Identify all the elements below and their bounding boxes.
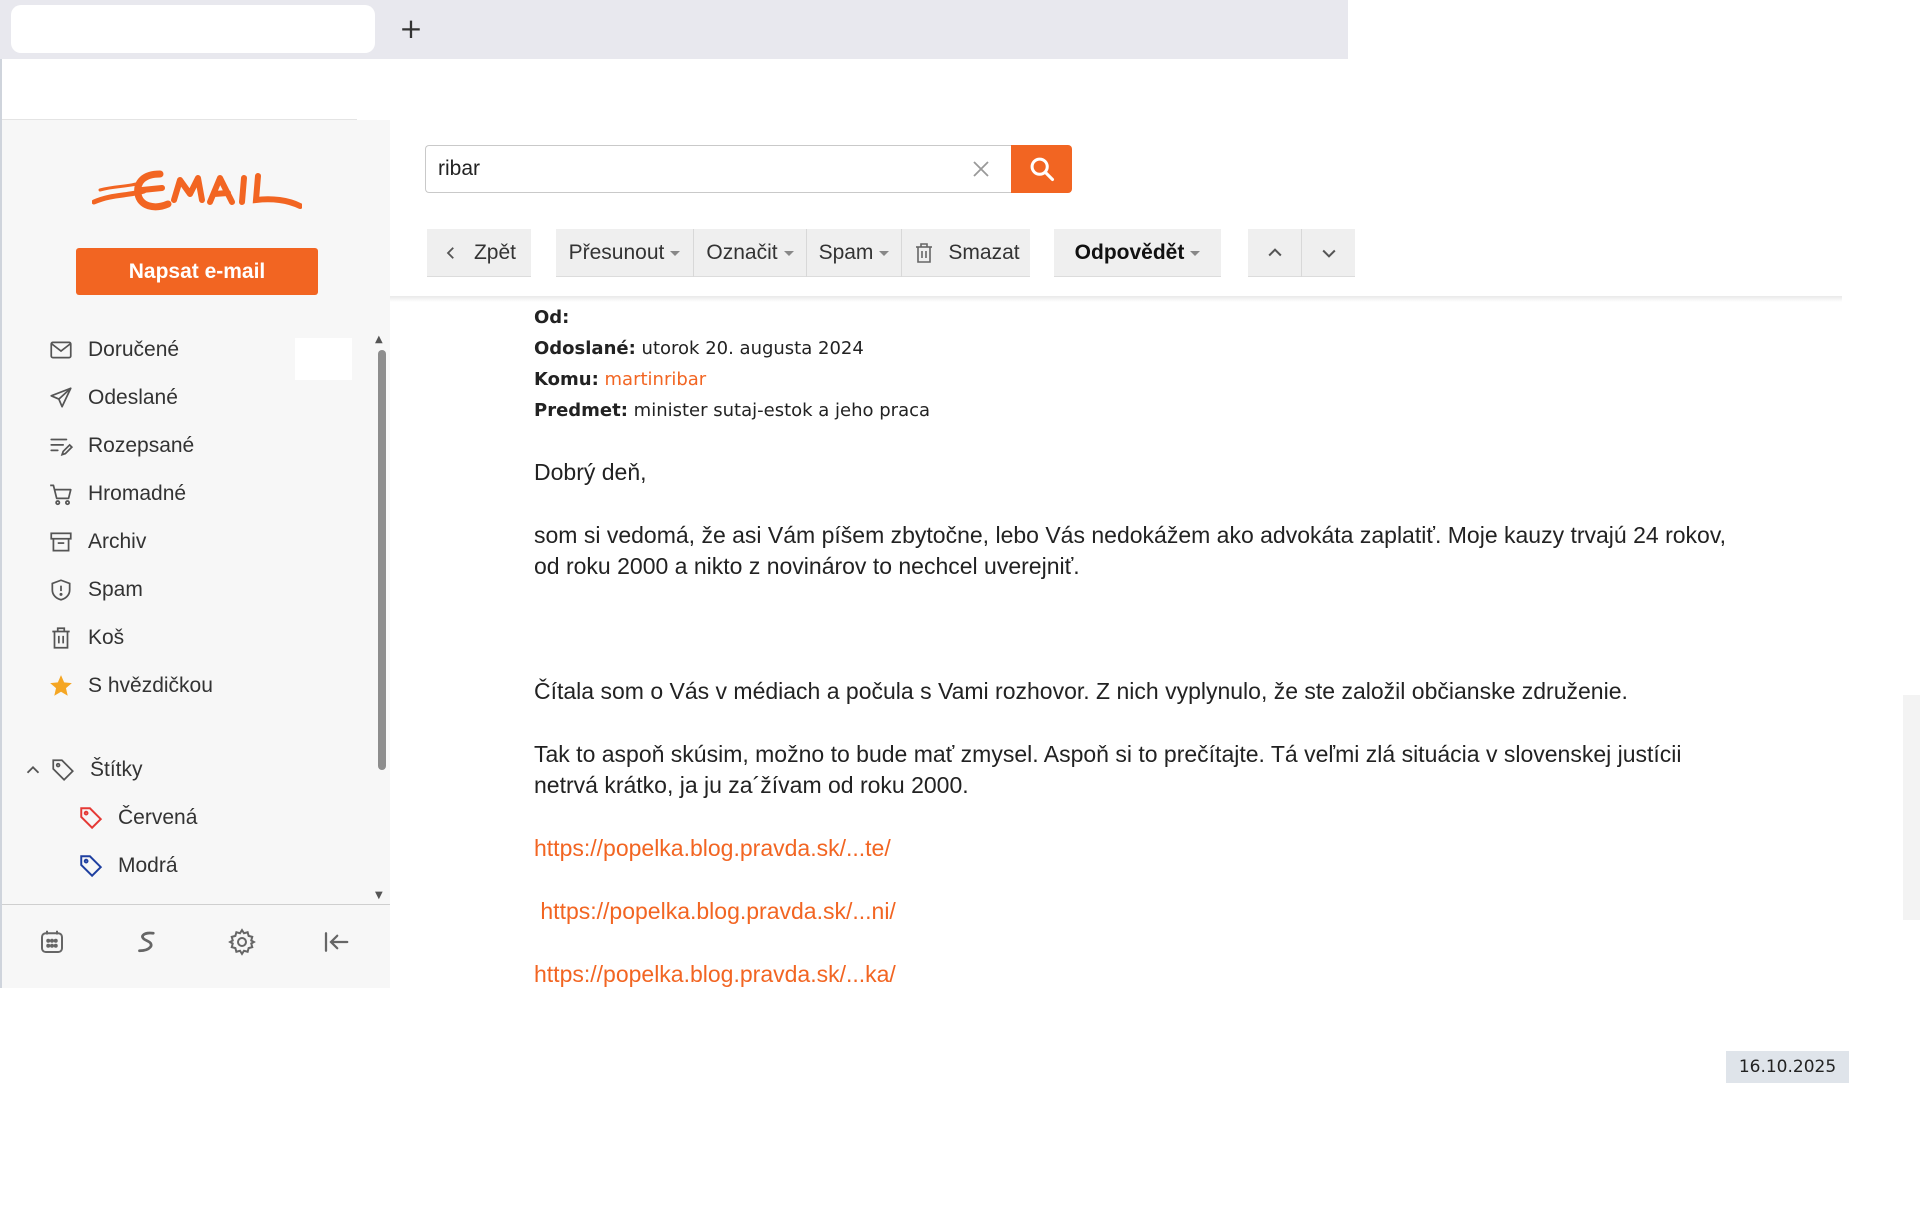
next-message-button[interactable] [1302,229,1355,277]
gear-icon[interactable] [224,924,260,960]
date-badge: 16.10.2025 [1726,1051,1849,1083]
chevron-left-icon [442,244,460,262]
s-brand-icon[interactable] [129,924,165,960]
browser-tab[interactable] [11,5,375,53]
inbox-count-box [295,338,352,380]
archive-icon [46,527,76,557]
draft-icon [46,431,76,461]
sidebar-item-label: Odeslané [88,386,178,409]
sidebar-item-label: Archiv [88,530,147,553]
chevron-up-icon [22,755,44,785]
sidebar-scrollbar-thumb[interactable] [378,350,386,770]
spam-label: Spam [818,240,874,264]
search-icon [1028,155,1056,183]
body-link[interactable]: https://popelka.blog.pravda.sk/...ka/ [534,961,896,987]
caret-down-icon [784,251,794,256]
email-logo[interactable] [92,160,302,218]
message-to [534,369,706,390]
sidebar-item-trash[interactable] [46,618,124,658]
search-button[interactable] [1011,145,1072,193]
calendar-icon[interactable] [34,924,70,960]
back-button[interactable] [427,229,531,277]
delete-label: Smazat [948,240,1020,264]
previous-message-button[interactable] [1248,229,1301,277]
scroll-down-arrow[interactable]: ▼ [375,890,383,901]
chevron-up-icon [1265,243,1285,263]
sent-label: Odoslané: [534,338,636,359]
body-paragraph-line: Čítala som o Vás v médiach a počula s Vami rozhovor. Z nich vyplynulo, že ste založil občianske združenie. [534,678,1628,704]
subject-label: Predmet: [534,400,628,421]
sidebar-item-spam[interactable] [46,570,143,610]
shield-icon [46,575,76,605]
from-label: Od: [534,307,570,328]
sidebar-item-bulk[interactable] [46,474,186,514]
reply-label: Odpovědět [1074,240,1185,264]
body-paragraph-line: Tak to aspoň skúsim, možno to bude mať zmysel. Aspoň si to prečítajte. Tá veľmi zlá situácia v slovenskej justícii [534,741,1682,767]
sidebar [2,120,390,988]
sent-value: utorok 20. augusta 2024 [641,338,864,359]
compose-button[interactable]: Napsat e-mail [76,248,318,295]
toolbar-shadow [390,296,1842,302]
sidebar-labels-title: Štítky [90,758,143,781]
reply-button[interactable] [1054,229,1221,277]
sidebar-bottom-divider [2,904,390,905]
sidebar-item-label-blue[interactable] [76,846,178,886]
message-subject [534,400,930,421]
trash-icon [912,241,936,265]
trash-icon [46,623,76,653]
new-tab-button[interactable]: + [399,12,423,45]
back-label: Zpět [473,240,517,264]
delete-button[interactable] [902,229,1030,277]
sidebar-item-label: S hvězdičkou [88,674,213,697]
mark-button[interactable] [694,229,806,277]
sidebar-item-label-red[interactable] [76,798,197,838]
mark-label: Označit [706,240,778,264]
envelope-icon [46,335,76,365]
sidebar-item-archive[interactable] [46,522,146,562]
sidebar-item-label: Koš [88,626,125,649]
scroll-up-arrow[interactable]: ▲ [375,334,383,345]
send-icon [46,383,76,413]
sidebar-item-inbox[interactable] [46,330,179,370]
sidebar-item-starred[interactable] [46,666,213,706]
body-greeting: Dobrý deň, [534,459,647,485]
sidebar-item-label: Rozepsané [88,434,195,457]
move-button[interactable] [556,229,693,277]
body-link[interactable]: https://popelka.blog.pravda.sk/...te/ [534,835,891,861]
sidebar-item-label: Hromadné [88,482,187,505]
search-input[interactable] [425,145,1012,193]
body-paragraph-line: netrvá krátko, ja ju za´žívam od roku 2000. [534,772,969,798]
subject-value: minister sutaj-estok a jeho praca [633,400,931,421]
message-from [534,307,569,328]
to-label: Komu: [534,369,599,390]
sidebar-item-label: Červená [118,806,198,829]
sidebar-item-label: Modrá [118,854,178,877]
to-value[interactable]: martinribar [604,369,707,390]
message-sent [534,338,864,359]
body-paragraph-line: som si vedomá, že asi Vám píšem zbytočne, lebo Vás nedokážem ako advokáta zaplatiť. Moje kauzy trvajú 24 rokov, [534,522,1727,548]
sidebar-item-label: Spam [88,578,143,601]
right-edge-panel [1903,695,1920,920]
sidebar-item-drafts[interactable] [46,426,194,466]
tag-blue-icon [76,851,106,881]
star-icon [46,671,76,701]
body-paragraph-line: od roku 2000 a nikto z novinárov to nechcel uverejniť. [534,553,1080,579]
sidebar-item-sent[interactable] [46,378,178,418]
caret-down-icon [879,251,889,256]
clear-search-icon[interactable] [965,153,997,185]
sidebar-labels-header[interactable] [22,750,143,790]
chevron-down-icon [1319,243,1339,263]
move-label: Přesunout [568,240,665,264]
tag-red-icon [76,803,106,833]
caret-down-icon [1190,251,1200,256]
body-link[interactable]: https://popelka.blog.pravda.sk/...ni/ [534,898,896,924]
collapse-sidebar-icon[interactable] [318,924,354,960]
tag-icon [48,755,78,785]
caret-down-icon [670,251,680,256]
sidebar-item-label: Doručené [88,338,180,361]
browser-tab-strip [0,0,1348,59]
spam-button[interactable] [807,229,901,277]
sidebar-bottom-bar [2,910,390,980]
cart-icon [46,479,76,509]
